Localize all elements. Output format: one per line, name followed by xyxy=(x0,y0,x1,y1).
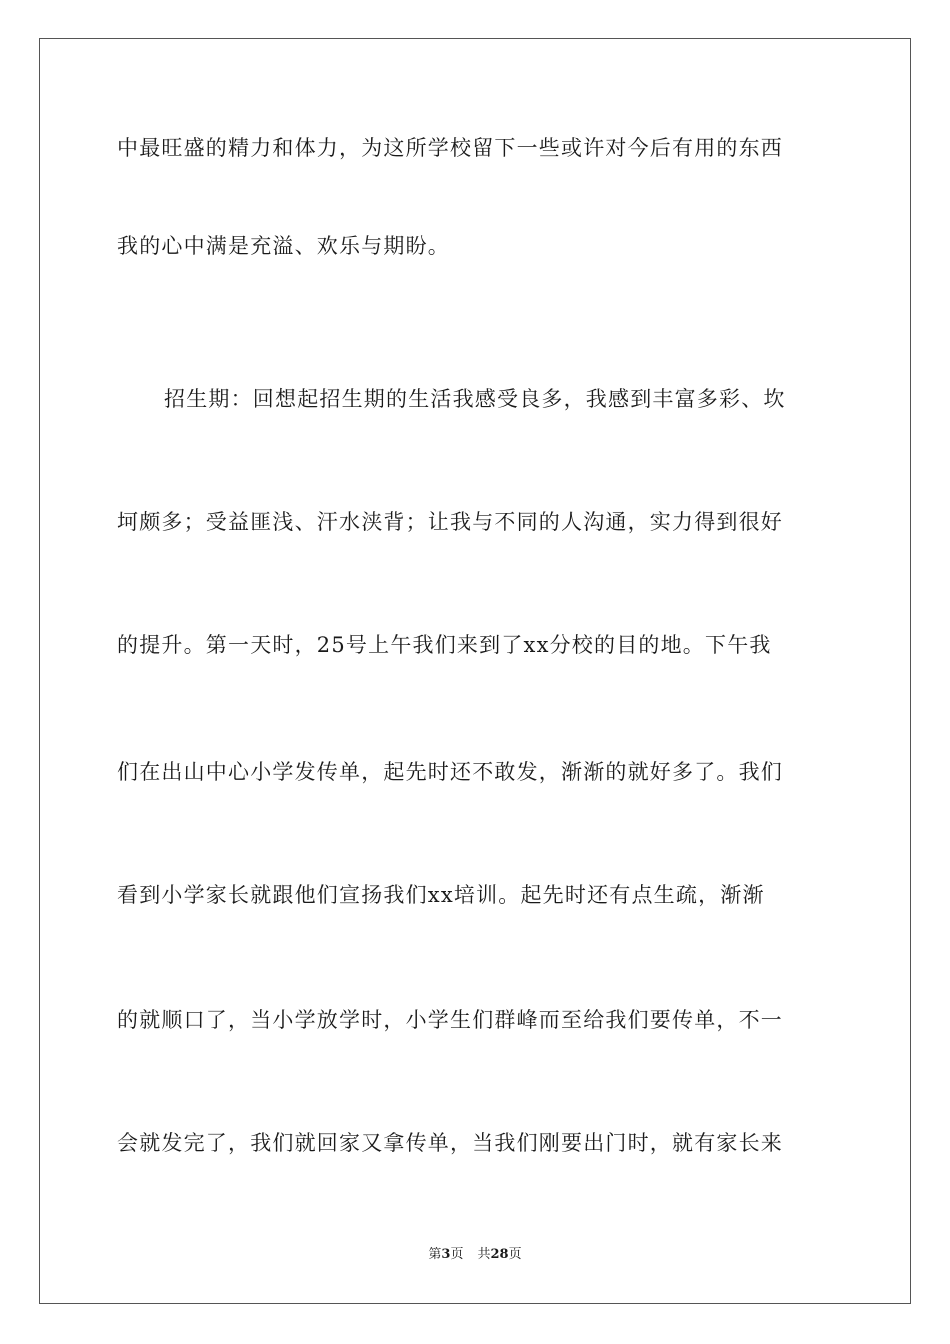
total-pages: 28 xyxy=(490,1247,509,1262)
page-border xyxy=(39,38,911,1304)
page-suffix: 页 xyxy=(450,1247,464,1262)
text-line-9: 会就发完了，我们就回家又拿传单，当我们刚要出门时，就有家长来 xyxy=(117,1131,783,1155)
text-line-3: 招生期：回想起招生期的生活我感受良多，我感到丰富多彩、坎 xyxy=(164,387,786,411)
page-footer xyxy=(0,1246,950,1264)
text-line-6: 们在出山中心小学发传单，起先时还不敢发，渐渐的就好多了。我们 xyxy=(117,760,783,784)
page-prefix: 第 xyxy=(428,1247,442,1262)
text-line-5: 的提升。第一天时，25号上午我们来到了xx分校的目的地。下午我 xyxy=(117,633,772,657)
text-line-7: 看到小学家长就跟他们宣扬我们xx培训。起先时还有点生疏，渐渐 xyxy=(117,883,765,907)
text-line-4: 坷颇多；受益匪浅、汗水浃背；让我与不同的人沟通，实力得到很好 xyxy=(117,510,783,534)
page-number: 3 xyxy=(441,1247,451,1262)
total-suffix: 页 xyxy=(508,1247,522,1262)
text-line-8: 的就顺口了，当小学放学时，小学生们群峰而至给我们要传单，不一 xyxy=(117,1008,783,1032)
text-line-2: 我的心中满是充溢、欢乐与期盼。 xyxy=(117,234,450,258)
text-line-1: 中最旺盛的精力和体力，为这所学校留下一些或许对今后有用的东西 xyxy=(117,136,783,160)
total-prefix: 共 xyxy=(477,1247,491,1262)
